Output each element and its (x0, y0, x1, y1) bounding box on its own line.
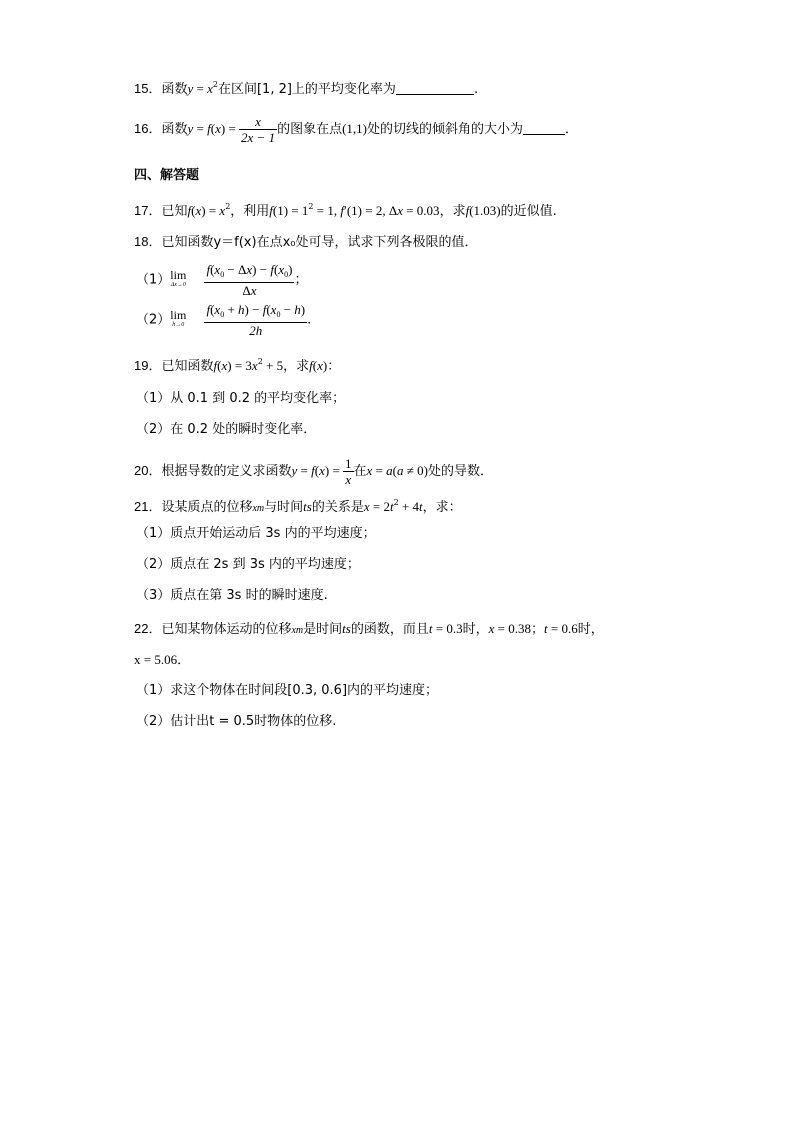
question-18-part-1: （1） lim Δx→0 $\frac{f(x_0 - \Delta x) - f(x_0)}{\Delta x}$ ； (136, 262, 308, 298)
question-22-part-2: （2）估计出t = 0.5时物体的位移. (136, 714, 337, 729)
fraction: $\frac{f(x_0 + h) - f(x_0 - h)}{2h}$ (206, 302, 306, 338)
question-21-part-2: （2）质点在 2s 到 3s 内的平均速度； (136, 557, 360, 572)
fraction: $\frac{f(x_0 - \Delta x) - f(x_0)}{\Delta x}$ (206, 262, 293, 298)
question-20: 20．根据导数的定义求函数y = f(x) = $\frac{1}{x}$ 在x = a(a ≠ 0)处的导数． (134, 456, 493, 487)
question-19-part-2: （2）在 0.2 处的瞬时变化率． (136, 422, 317, 437)
question-21: 21．设某质点的位移xm与时间ts的关系是$x = 2t^2 + 4t$，求： (134, 498, 462, 515)
answer-blank[interactable] (523, 122, 565, 135)
question-19-part-1: （1）从 0.1 到 0.2 的平均变化率； (136, 391, 346, 406)
fraction: $\frac{x}{2x - 1}$ (241, 114, 276, 145)
question-22: 22．已知某物体运动的位移xm是时间ts的函数，而且t = 0.3时，x = 0.38；t = 0.6时， (134, 621, 604, 637)
fraction: $\frac{1}{x}$ (345, 456, 352, 487)
section-heading: 四、解答题 (134, 168, 200, 183)
question-21-part-1: （1）质点开始运动后 3s 内的平均速度； (136, 526, 376, 541)
question-22-part-1: （1）求这个物体在时间段[0.3, 0.6]内的平均速度； (136, 683, 439, 698)
question-21-part-3: （3）质点在第 3s 时的瞬时速度. (136, 588, 328, 603)
question-17: 17．已知$f(x) = x^2$，利用$f(1) = 1^2 = 1$, f′(1) = 2, Δx = 0.03，求f(1.03)的近似值. (134, 202, 557, 219)
question-18: 18．已知函数y＝f(x)在点x₀处可导，试求下列各极限的值． (134, 234, 478, 250)
limit-symbol: lim h→0 (170, 308, 187, 328)
question-16: 16．函数y = f(x) = $\frac{x}{2x - 1}$ 的图象在点(1,1)处的切线的倾斜角的大小为 ． (134, 114, 579, 145)
question-18-part-2: （2） lim h→0 $\frac{f(x_0 + h) - f(x_0 - h)}{2h}$ . (136, 302, 312, 338)
answer-blank[interactable] (396, 82, 474, 95)
limit-symbol: lim Δx→0 (170, 268, 187, 288)
question-19: 19．已知函数$f(x) = 3x^2 + 5$，求f(x)： (134, 357, 341, 374)
question-15: 15．函数$y = x^2$在区间[1, 2]上的平均变化率为 . (134, 80, 479, 97)
question-22-line-2: x = 5.06． (134, 652, 191, 667)
